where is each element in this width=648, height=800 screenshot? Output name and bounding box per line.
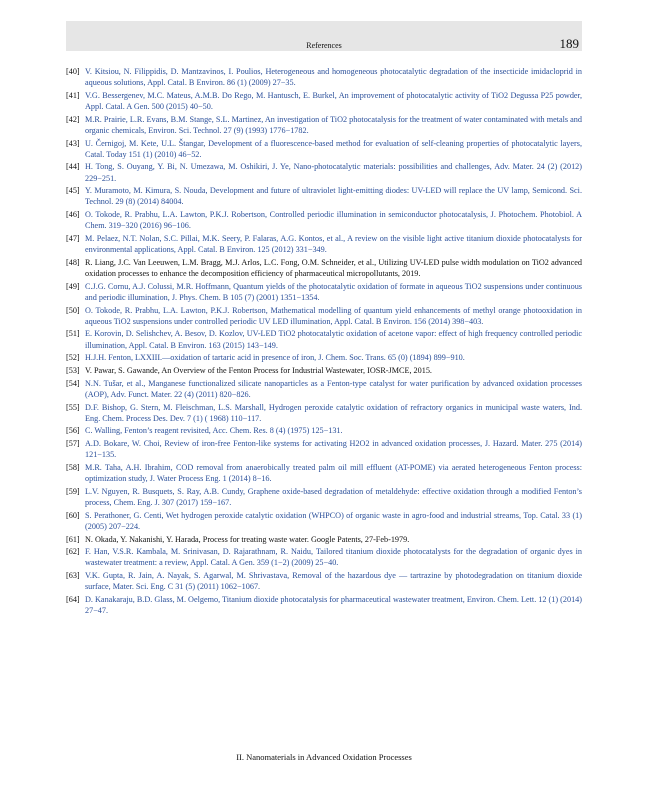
reference-number: [48] bbox=[66, 257, 80, 267]
reference-number: [45] bbox=[66, 186, 80, 196]
reference-number: [43] bbox=[66, 138, 80, 148]
reference-entry bbox=[66, 594, 582, 616]
reference-entry bbox=[66, 570, 582, 592]
reference-entry bbox=[66, 510, 582, 532]
reference-number: [58] bbox=[66, 463, 80, 472]
reference-link[interactable]: C.J.G. Cornu, A.J. Colussi, M.R. Hoffmann, Quantum yields of the photocatalytic oxidation of formate in aqueous TiO2 suspensions under continuous and periodic illumination, J. Phys. Chem. B 105 (7) (2001) 1351−1354. bbox=[85, 281, 582, 302]
reference-link[interactable]: U. Černigoj, M. Kete, U.L. Štangar, Development of a fluorescence-based method for evaluation of self-cleaning properties of photocatalytic layers, Catal. Today 151 (1) (2010) 46−52. bbox=[85, 138, 582, 159]
reference-link[interactable]: F. Han, V.S.R. Kambala, M. Srinivasan, D. Rajarathnam, R. Naidu, Tailored titanium dioxide photocatalysts for the degradation of organic dyes in wastewater treatment: a review, Appl. Catal. A Gen. 359 (1−2) (2009) 25−40. bbox=[85, 547, 582, 568]
reference-entry bbox=[66, 425, 582, 436]
reference-link[interactable]: D.F. Bishop, G. Stern, M. Fleischman, L.S. Marshall, Hydrogen peroxide catalytic oxidation of refractory organics in municipal waste waters, Ind. Eng. Chem. Process Des. Dev. 7 (1) ( 1968) 110−117. bbox=[85, 402, 582, 423]
reference-list bbox=[66, 66, 582, 618]
reference-link[interactable]: H.J.H. Fenton, LXXIII.—oxidation of tartaric acid in presence of iron, J. Chem. Soc. Trans. 65 (0) (1894) 899−910. bbox=[85, 353, 465, 363]
reference-number: [40] bbox=[66, 67, 80, 76]
reference-entry bbox=[66, 305, 582, 327]
reference-entry bbox=[66, 546, 582, 568]
reference-link[interactable]: N.N. Tušar, et al., Manganese functionalized silicate nanoparticles as a Fenton-type catalyst for water purification by advanced oxidation processes (AOP), Adv. Funct. Mater. 22 (4) (2011) 820−826. bbox=[85, 378, 582, 399]
reference-number: [49] bbox=[66, 281, 80, 291]
reference-link[interactable]: H. Tong, S. Ouyang, Y. Bi, N. Umezawa, M. Oshikiri, J. Ye, Nano-photocatalytic materials: possibilities and challenges, Adv. Mater. 24 (2) (2012) 229−251. bbox=[85, 162, 582, 183]
reference-number: [60] bbox=[66, 510, 80, 520]
reference-number: [50] bbox=[66, 305, 80, 315]
reference-link[interactable]: C. Walling, Fenton’s reagent revisited, Acc. Chem. Res. 8 (4) (1975) 125−131. bbox=[85, 426, 343, 436]
reference-number: [55] bbox=[66, 402, 80, 412]
running-header bbox=[66, 21, 582, 51]
reference-number: [52] bbox=[66, 353, 80, 363]
reference-link[interactable]: D. Kanakaraju, B.D. Glass, M. Oelgemo, Titanium dioxide photocatalysis for pharmaceutical wastewater treatment, Environ. Chem. Lett. 12 (1) (2014) 27−47. bbox=[85, 595, 582, 616]
reference-entry bbox=[66, 462, 582, 484]
reference-number: [51] bbox=[66, 329, 80, 339]
reference-entry bbox=[66, 328, 582, 350]
reference-link[interactable]: O. Tokode, R. Prabhu, L.A. Lawton, P.K.J. Robertson, Controlled periodic illumination in semiconductor photocatalysis, J. Photochem. Photobiol. A Chem. 319−320 (2016) 96−106. bbox=[85, 210, 582, 231]
reference-entry bbox=[66, 534, 582, 545]
reference-link[interactable]: O. Tokode, R. Prabhu, L.A. Lawton, P.K.J. Robertson, Mathematical modelling of quantum yield enhancements of methyl orange photooxidation in aqueous TiO2 suspensions under controlled periodic UV LED illumination, Appl. Catal. B Environ. 156 (2014) 398−403. bbox=[85, 305, 582, 326]
reference-number: [61] bbox=[66, 534, 80, 544]
reference-number: [53] bbox=[66, 366, 80, 376]
reference-number: [59] bbox=[66, 486, 80, 496]
page-number: 189 bbox=[559, 36, 579, 51]
reference-link[interactable]: E. Korovin, D. Selishchev, A. Besov, D. Kozlov, UV-LED TiO2 photocatalytic oxidation of acetone vapor: effect of high frequency controlled periodic illumination, Appl. Catal. B Environ. 163 (2015) 143−149. bbox=[85, 329, 582, 350]
reference-entry bbox=[66, 257, 582, 279]
reference-entry bbox=[66, 114, 582, 136]
reference-number: [56] bbox=[66, 426, 80, 436]
reference-entry bbox=[66, 281, 582, 303]
reference-entry bbox=[66, 90, 582, 112]
reference-link[interactable]: M. Pelaez, N.T. Nolan, S.C. Pillai, M.K. Seery, P. Falaras, A.G. Kontos, et al., A review on the visible light active titanium dioxide photocatalysts for environmental applications, Appl. Catal. B Environ. 125 (2012) 331−349. bbox=[85, 234, 582, 255]
reference-entry bbox=[66, 438, 582, 460]
reference-entry bbox=[66, 365, 582, 376]
reference-entry bbox=[66, 378, 582, 400]
reference-number: [64] bbox=[66, 595, 80, 604]
reference-entry bbox=[66, 209, 582, 231]
running-head-title: References bbox=[306, 41, 342, 50]
reference-number: [63] bbox=[66, 571, 80, 581]
reference-link[interactable]: V. Kitsiou, N. Filippidis, D. Mantzavinos, I. Poulios, Heterogeneous and homogeneous photocatalytic degradation of the insecticide imidacloprid in aqueous solutions, Appl. Catal. B Environ. 86 (1) (2009) 27−35. bbox=[85, 67, 582, 88]
reference-link[interactable]: S. Perathoner, G. Centi, Wet hydrogen peroxide catalytic oxidation (WHPCO) of organic waste in agro-food and industrial streams, Top. Catal. 33 (1) (2005) 207−224. bbox=[85, 510, 582, 531]
reference-link[interactable]: V.G. Bessergenev, M.C. Mateus, A.M.B. Do Rego, M. Hantusch, E. Burkel, An improvement of photocatalytic activity of TiO2 Degussa P25 powder, Appl. Catal. A Gen. 500 (2015) 40−50. bbox=[85, 90, 582, 112]
reference-number: [42] bbox=[66, 114, 80, 124]
reference-link[interactable]: A.D. Bokare, W. Choi, Review of iron-free Fenton-like systems for activating H2O2 in advanced oxidation processes, J. Hazard. Mater. 275 (2014) 121−135. bbox=[85, 439, 582, 460]
reference-number: [62] bbox=[66, 547, 80, 557]
reference-link[interactable]: V.K. Gupta, R. Jain, A. Nayak, S. Agarwal, M. Shrivastava, Removal of the hazardous dye — tartrazine by photodegradation on titanium dioxide surface, Mater. Sci. Eng. C 31 (5) (2011) 1062−1067. bbox=[85, 571, 582, 592]
reference-text: R. Liang, J.C. Van Leeuwen, L.M. Bragg, M.J. Arlos, L.C. Fong, O.M. Schneider, et al., Utilizing UV-LED pulse width modulation on TiO2 advanced oxidation processes to enhance the decomposition efficiency of pharmaceutical micropollutants, 2019. bbox=[85, 257, 582, 279]
reference-entry bbox=[66, 486, 582, 508]
reference-entry bbox=[66, 185, 582, 207]
reference-text: V. Pawar, S. Gawande, An Overview of the Fenton Process for Industrial Wastewater, IOSR-JMCE, 2015. bbox=[85, 366, 432, 376]
reference-entry bbox=[66, 402, 582, 424]
reference-entry bbox=[66, 66, 582, 88]
reference-number: [54] bbox=[66, 378, 80, 388]
reference-link[interactable]: Y. Muramoto, M. Kimura, S. Nouda, Development and future of ultraviolet light-emitting diodes: UV-LED will replace the UV lamp, Semicond. Sci. Technol. 29 (8) (2014) 84004. bbox=[85, 186, 582, 207]
reference-text: N. Okada, Y. Nakanishi, Y. Harada, Process for treating waste water. Google Patents, 27-Feb-1979. bbox=[85, 534, 410, 544]
reference-link[interactable]: M.R. Taha, A.H. Ibrahim, COD removal from anaerobically treated palm oil mill effluent (AT-POME) via aerated heterogeneous Fenton process: optimization study, J. Water Process Eng. 1 (2014) 8−16. bbox=[85, 463, 582, 484]
reference-entry bbox=[66, 352, 582, 363]
reference-number: [57] bbox=[66, 439, 80, 449]
reference-number: [41] bbox=[66, 90, 80, 100]
reference-number: [44] bbox=[66, 162, 80, 172]
reference-entry bbox=[66, 233, 582, 255]
reference-entry bbox=[66, 161, 582, 183]
reference-number: [46] bbox=[66, 210, 80, 220]
reference-number: [47] bbox=[66, 234, 80, 244]
reference-link[interactable]: L.V. Nguyen, R. Busquets, S. Ray, A.B. Cundy, Graphene oxide-based degradation of metaldehyde: effective oxidation through a modified Fenton’s process, Chem. Eng. J. 307 (2017) 159−167. bbox=[85, 486, 582, 508]
reference-entry bbox=[66, 138, 582, 160]
part-footer: II. Nanomaterials in Advanced Oxidation Processes bbox=[236, 752, 412, 762]
reference-link[interactable]: M.R. Prairie, L.R. Evans, B.M. Stange, S.L. Martinez, An investigation of TiO2 photocatalysis for the treatment of water contaminated with metals and organic chemicals, Environ. Sci. Technol. 27 (9) (1993) 1776−1782. bbox=[85, 114, 582, 135]
